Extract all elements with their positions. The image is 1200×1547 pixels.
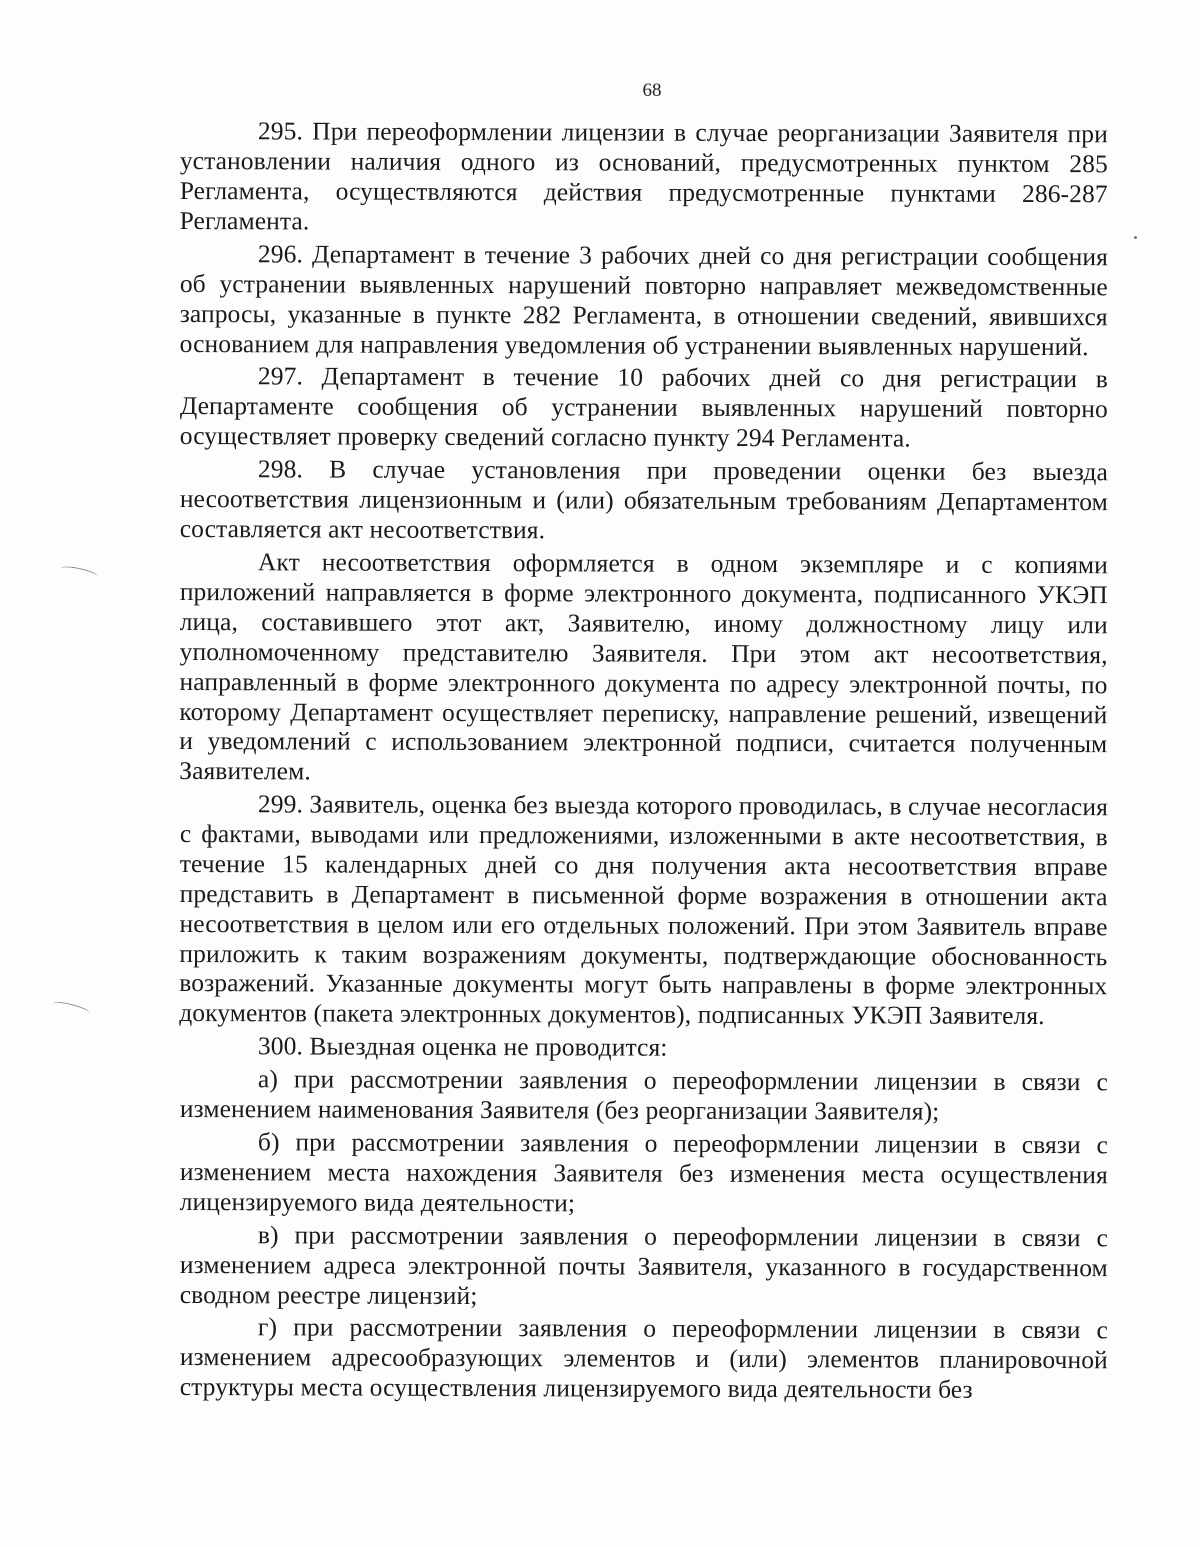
paragraph-297: 297. Департамент в течение 10 рабочих дней со дня регистрации в Департаменте сообщения об устранении выявленных нарушений повторно осуществляет проверку сведений согласно пункту 294 Регламента. xyxy=(179,361,1108,453)
list-item-v: в) при рассмотрении заявления о переоформлении лицензии в связи с изменением адреса электронной почты Заявителя, указанного в государственном сводном реестре лицензий; xyxy=(179,1219,1108,1310)
scan-artifact xyxy=(51,1000,90,1018)
scan-artifact xyxy=(59,564,98,581)
paragraph-300: 300. Выездная оценка не проводится: xyxy=(257,1031,668,1062)
document-body xyxy=(180,116,1108,1405)
paragraph-296: 296. Департамент в течение 3 рабочих дней со дня регистрации сообщения об устранении выявленных нарушений повторно направляет межведомственные запросы, указанные в пункте 282 Регламента, в отношении сведений, явившихся основанием для направления уведомления об устранении выявленных нарушений. xyxy=(179,238,1108,361)
paragraph-299: 299. Заявитель, оценка без выезда которого проводилась, в случае несогласия с фактами, выводами или предложениями, изложенными в акте несоответствия, в течение 15 календарных дней со дня получения акта несоответствия вправе представить в Департамент в письменной форме возражения в отношении акта несоответствия в целом или его отдельных положений. При этом Заявитель вправе приложить к таким возражениям документы, подтверждающие обоснованность возражений. Указанные документы могут быть направлены в форме электронных документов (пакета электронных документов), подписанных УКЭП Заявителя. xyxy=(179,789,1108,1031)
list-item-g: г) при рассмотрении заявления о переоформлении лицензии в связи с изменением адресообразующих элементов и (или) элементов планировочной структуры места осуществления лицензируемого вида деятельности без xyxy=(179,1312,1108,1404)
list-item-b: б) при рассмотрении заявления о переоформлении лицензии в связи с изменением места нахождения Заявителя без изменения места осуществления лицензируемого вида деятельности; xyxy=(179,1127,1108,1218)
page-number: 68 xyxy=(642,80,662,101)
paragraph-298: 298. В случае установления при проведении оценки без выезда несоответствия лицензионным и (или) обязательным требованиям Департаментом составляется акт несоответствия. xyxy=(179,454,1108,545)
paragraph-295: 295. При переоформлении лицензии в случае реорганизации Заявителя при установлении наличия одного из оснований, предусмотренных пунктом 285 Регламента, осуществляются действия предусмотренные пунктами 286-287 Регламента. xyxy=(179,116,1108,236)
paragraph-act-nonconformity: Акт несоответствия оформляется в одном экземпляре и с копиями приложений направляется в форме электронного документа, подписанного УКЭП лица, составившего этот акт, Заявителю, иному должностному лицу или уполномоченному представителю Заявителя. При этом акт несоответствия, направленный в форме электронного документа по адресу электронной почты, по которому Департамент осуществляет переписку, направление решений, извещений и уведомлений с использованием электронной подписи, считается полученным Заявителем. xyxy=(179,546,1108,786)
scan-artifact-dot xyxy=(1134,236,1137,239)
list-item-a: а) при рассмотрении заявления о переоформлении лицензии в связи с изменением наименования Заявителя (без реорганизации Заявителя); xyxy=(179,1064,1108,1126)
